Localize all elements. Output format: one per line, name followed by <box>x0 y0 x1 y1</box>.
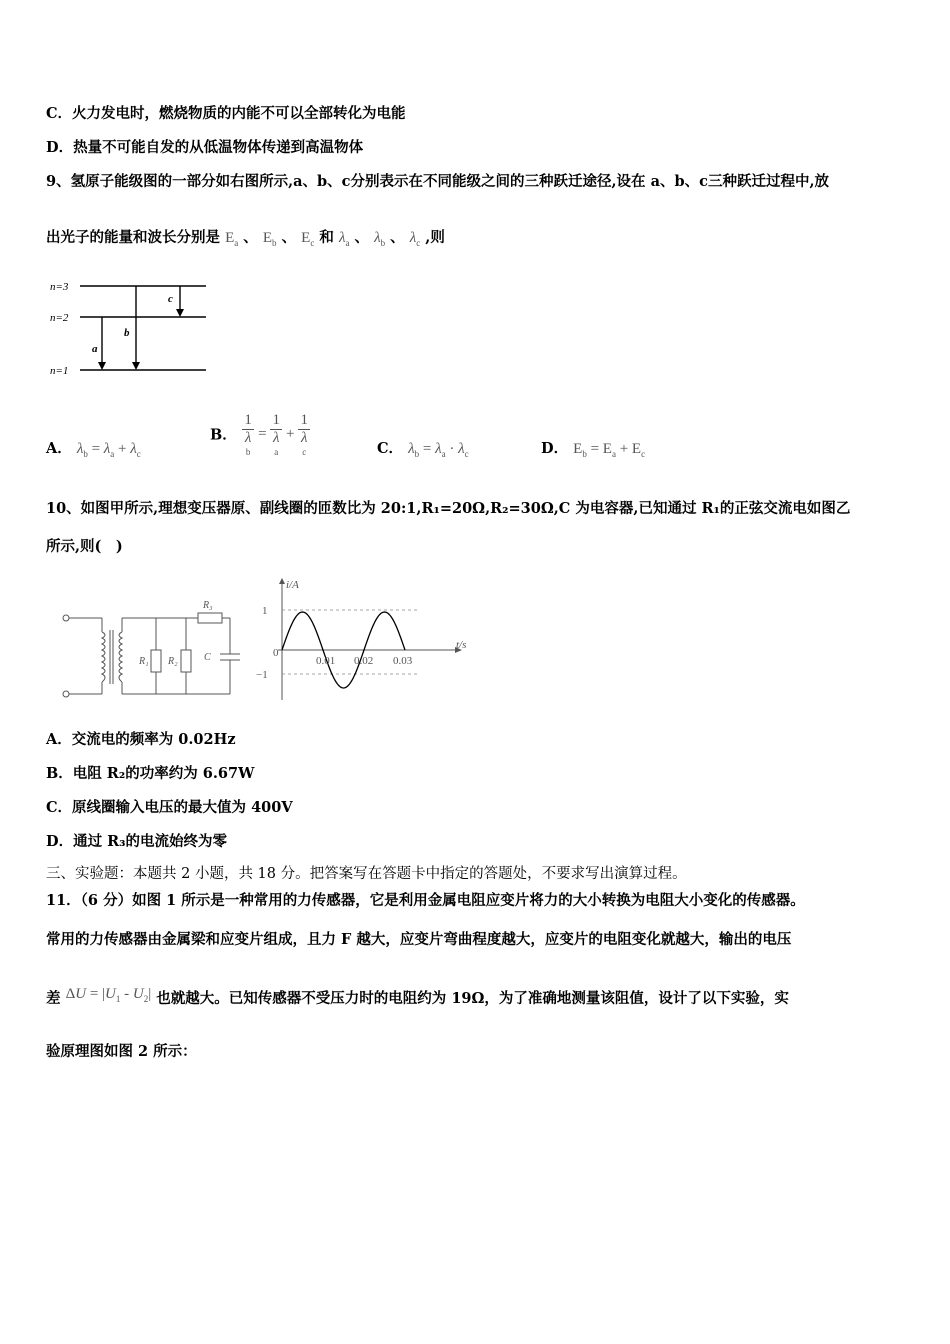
label-r3: R₃ <box>203 600 213 611</box>
q9-stem-line1: 9、氢原子能级图的一部分如右图所示,a、b、c分别表示在不同能级之间的三种跃迁途径,设在 a、b、c三种跃迁过程中,放 <box>46 173 830 190</box>
q9-and: 和 <box>319 229 334 246</box>
energy-c: $E_c$ <box>301 230 315 248</box>
x-axis-label: t/s <box>456 639 467 651</box>
sep: 、 <box>281 229 297 246</box>
q9-option-a: A． $\lambda_b = \lambda_a + \lambda_c$ <box>46 440 141 459</box>
x-tick-002: 0.02 <box>354 655 374 667</box>
transition-a-label: a <box>92 343 98 355</box>
q8-option-d: D．热量不可能自发的从低温物体传递到高温物体 <box>46 139 364 156</box>
sep: 、 <box>243 229 258 246</box>
x-tick-003: 0.03 <box>393 655 413 667</box>
q11-stem-line2: 常用的力传感器由金属梁和应变片组成，且力 F 越大，应变片弯曲程度越大，应变片的电阻变化就越大，输出的电压 <box>46 931 792 948</box>
lambda-a: $\lambda_a$ <box>338 230 350 248</box>
section3-heading: 三、实验题：本题共 2 小题，共 18 分。把答案写在答题卡中指定的答题处，不要求写出演算过程。 <box>46 866 687 882</box>
label-c: C <box>204 652 211 663</box>
q10-stem-line2: 所示,则( ) <box>46 538 123 555</box>
origin-label: 0 <box>273 647 279 659</box>
q10-option-b: B．电阻 R₂的功率约为 6.67W <box>46 765 255 782</box>
q10-option-a: A．交流电的频率为 0.02Hz <box>46 731 236 748</box>
q9-stem-pre: 出光子的能量和波长分别是 <box>46 229 220 246</box>
lambda-b: $\lambda_b$ <box>374 230 386 248</box>
level-n3: n=3 <box>50 281 69 293</box>
ac-current-graph <box>250 574 480 704</box>
q10-option-c: C．原线圈输入电压的最大值为 400V <box>46 799 293 816</box>
delta-u-formula: $\Delta U = |U_1 - U_2|$ <box>65 986 152 1004</box>
q11-stem-line3: 差 $\Delta U = |U_1 - U_2|$ 也就越大。已知传感器不受压力时的电阻约为 19Ω，为了准确地测量该阻值，设计了以下实验，实 <box>46 986 789 1007</box>
energy-a: $E_a$ <box>225 230 239 248</box>
energy-level-diagram <box>46 272 216 384</box>
q9-option-b: B． 1 λ b = 1 λ a + 1 λ c <box>210 412 310 464</box>
sep: 、 <box>354 229 370 246</box>
transformer-circuit-diagram <box>58 596 248 704</box>
sep: 、 <box>390 229 405 246</box>
label-r2: R₂ <box>168 656 178 667</box>
q10-option-d: D．通过 R₃的电流始终为零 <box>46 833 228 850</box>
q11-stem-line4: 验原理图如图 2 所示： <box>46 1043 197 1060</box>
q8-option-c: C．火力发电时，燃烧物质的内能不可以全部转化为电能 <box>46 105 406 122</box>
y-tick-neg1: −1 <box>256 669 268 681</box>
level-n1: n=1 <box>50 365 69 377</box>
transition-b-label: b <box>124 327 130 339</box>
q10-stem-line1: 10、如图甲所示,理想变压器原、副线圈的匝数比为 20:1,R₁=20Ω,R₂=30Ω,C 为电容器,已知通过 R₁的正弦交流电如图乙 <box>46 500 851 517</box>
y-tick-1: 1 <box>262 605 268 617</box>
q11-stem-line1: 11．（6 分）如图 1 所示是一种常用的力传感器，它是利用金属电阻应变片将力的大小转换为电阻大小变化的传感器。 <box>46 892 805 909</box>
level-n2: n=2 <box>50 312 69 324</box>
transition-c-label: c <box>168 293 173 305</box>
q9-option-c: C． $\lambda_b = \lambda_a \cdot \lambda_c$ <box>377 440 469 459</box>
y-axis-label: i/A <box>286 579 299 591</box>
q9-stem-line2 <box>46 226 445 248</box>
x-tick-001: 0.01 <box>316 655 336 667</box>
energy-b: $E_b$ <box>262 230 277 248</box>
q9-stem-post: ,则 <box>425 229 445 246</box>
q9-option-d: D． $E_b = E_a + E_c$ <box>541 440 646 459</box>
lambda-c: $\lambda_c$ <box>409 230 421 248</box>
label-r1: R₁ <box>139 656 149 667</box>
